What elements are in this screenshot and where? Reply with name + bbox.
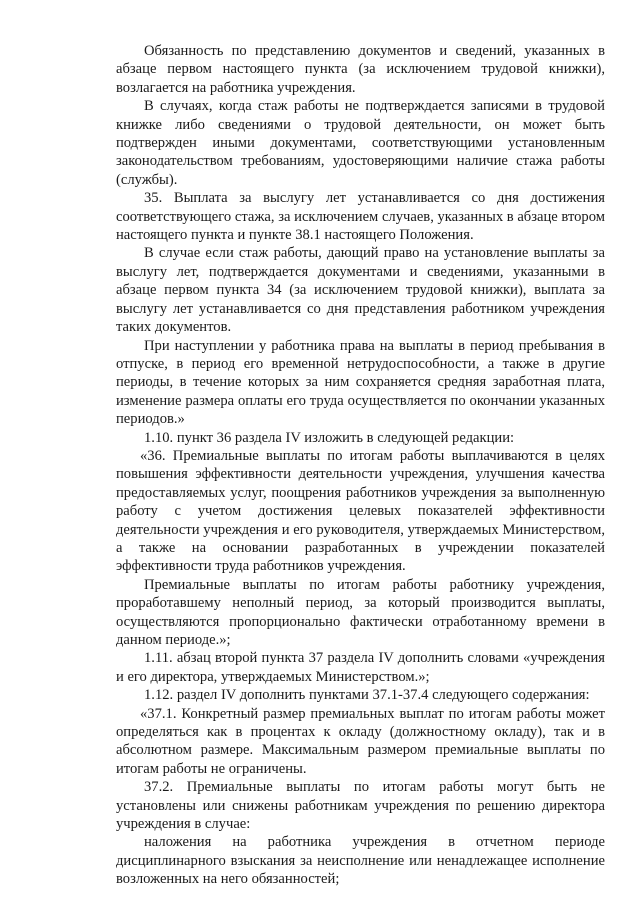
paragraph-35-documents: В случае если стаж работы, дающий право на установление выплаты за выслугу лет, подтверждается документами и сведениями, указанными в абзаце первом пункта 34 (за исключением трудовой книжки), выплата за выслугу лет устанавливается со дня представления работником учреждения таких документов. [116,245,605,336]
paragraph-36: «36. Премиальные выплаты по итогам работы выплачиваются в целях повышения эффективности деятельности учреждения, улучшения качества предоставляемых услуг, поощрения работников учреждения за выполненную работу с учетом достижения целевых показателей эффективности деятельности учреждения и его руководителя, утверждаемых Министерством, а также на основании разработанных в учреждении показателей эффективности труда работников учреждения. [116,447,605,575]
paragraph-35: 35. Выплата за выслугу лет устанавливается со дня достижения соответствующего стажа, за исключением случаев, указанных в абзаце втором настоящего пункта и пункте 38.1 настоящего Положения. [116,190,605,244]
paragraph-1-10: 1.10. пункт 36 раздела IV изложить в следующей редакции: [144,429,515,446]
paragraph-37-1: «37.1. Конкретный размер премиальных выплат по итогам работы может определяться как в процентах к окладу (должностному окладу), так и в абсолютном размере. Максимальным размером премиальные выплаты по итогам работы не ограничены. [116,705,605,777]
paragraph-35-leave: При наступлении у работника права на выплаты в период пребывания в отпуске, в период его временной нетрудоспособности, а также в другие периоды, в течение которых за ним сохраняется средняя заработная плата, изменение размера оплаты его труда осуществляется по окончании указанных периодов.» [116,337,605,428]
paragraph-36-partial: Премиальные выплаты по итогам работы работнику учреждения, проработавшему неполный период, за который производится выплаты, осуществляются пропорционально фактически отработанному времени в данном периоде.»; [116,576,605,648]
paragraph-37-2: 37.2. Премиальные выплаты по итогам работы могут быть не установлены или снижены работникам учреждения по решению директора учреждения в случае: [116,779,605,833]
paragraph-service-proof: В случаях, когда стаж работы не подтверждается записями в трудовой книжке либо сведениями о трудовой деятельности, он может быть подтвержден иными документами, соответствующими установленным законодательством требованиям, удостоверяющими наличие стажа работы (службы). [116,98,605,188]
paragraph-1-11: 1.11. абзац второй пункта 37 раздела IV дополнить словами «учреждения и его директора, утверждаемых Министерством.»; [116,650,605,685]
paragraph-obligation: Обязанность по представлению документов и сведений, указанных в абзаце первом настоящего пункта (за исключением трудовой книжки), возлагается на работника учреждения. [116,43,605,96]
paragraph-37-2-item: наложения на работника учреждения в отчетном периоде дисциплинарного взыскания за неисполнение или ненадлежащее исполнение возложенных на него обязанностей; [116,834,605,888]
paragraph-1-12: 1.12. раздел IV дополнить пунктами 37.1-37.4 следующего содержания: [144,687,590,704]
